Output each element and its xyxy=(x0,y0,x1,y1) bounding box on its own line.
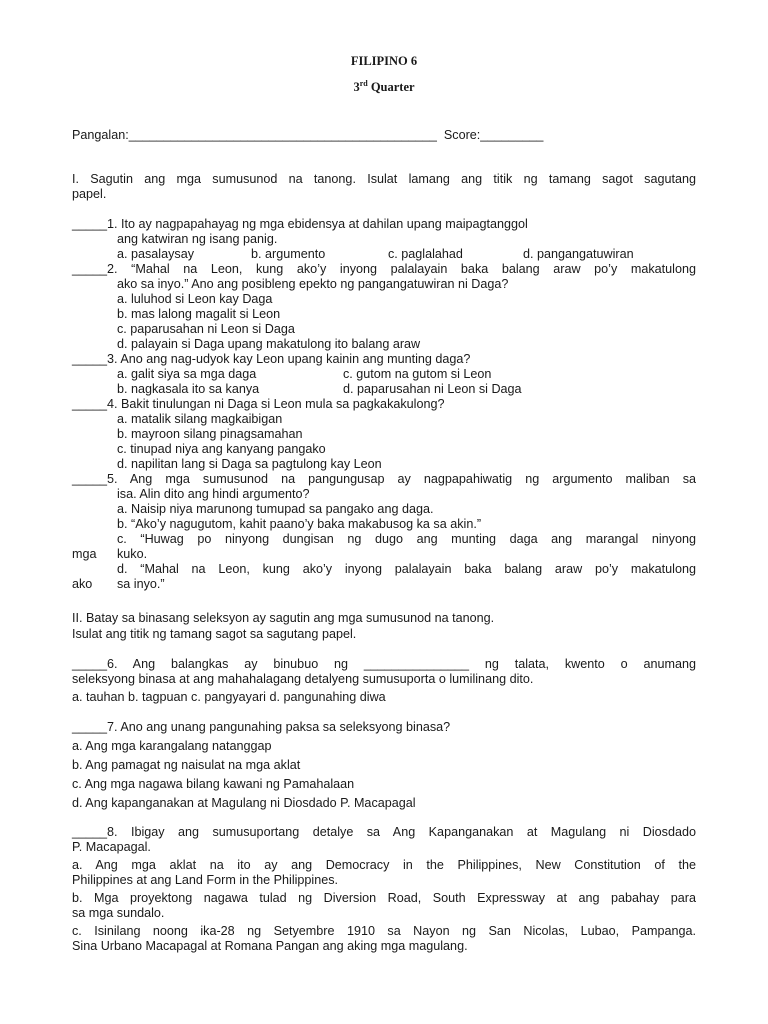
option: d. “Mahal na Leon, kung ako’y inyong palalayain baka balang araw po’y makatulong xyxy=(117,562,696,576)
option: c. Ang mga nagawa bilang kawani ng Pamahalaan xyxy=(72,777,355,791)
question-7: _____7. Ano ang unang pangunahing paksa sa seleksyong binasa? xyxy=(72,720,451,734)
question-6-options: a. tauhan b. tagpuan c. pangyayari d. pangunahing diwa xyxy=(72,690,386,704)
question-5-cont: isa. Alin dito ang hindi argumento? xyxy=(117,487,310,501)
part1-questions xyxy=(72,217,696,592)
part1-instruction xyxy=(72,172,696,202)
option: c. paglalahad xyxy=(388,247,463,261)
option: a. Ang mga karangalang natanggap xyxy=(72,739,272,753)
question-1: _____1. Ito ay nagpapahayag ng mga ebidensya at dahilan upang maipagtanggol xyxy=(72,217,528,231)
question-8: _____8. Ibigay ang sumusuportang detalye sa Ang Kapanganakan at Magulang ni Diosdado xyxy=(72,825,696,839)
question-6: _____6. Ang balangkas ay binubuo ng _______________ ng talata, kwento o anumang xyxy=(72,657,696,671)
quarter-ordinal: rd xyxy=(359,79,368,88)
option-lead-word: ako xyxy=(72,577,93,591)
question-8-cont: P. Macapagal. xyxy=(72,840,151,854)
quarter-number: 3 xyxy=(353,80,360,94)
option: c. Isinilang noong ika-28 ng Setyembre 1910 sa Nayon ng San Nicolas, Lubao, Pampanga. xyxy=(72,924,696,938)
worksheet-title: FILIPINO 6 xyxy=(350,54,418,68)
option-tail: kuko. xyxy=(117,547,148,561)
option: a. galit siya sa mga daga xyxy=(117,367,257,381)
option: a. luluhod si Leon kay Daga xyxy=(117,292,273,306)
option: a. pasalaysay xyxy=(117,247,195,261)
option: b. nagkasala ito sa kanya xyxy=(117,382,260,396)
question-2-cont: ako sa inyo.” Ano ang posibleng epekto ng pangangatuwiran ni Daga? xyxy=(117,277,509,291)
question-6-block xyxy=(72,657,696,705)
option: d. palayain si Daga upang makatulong ito balang araw xyxy=(117,337,421,351)
option: b. Ang pamagat ng naisulat na mga aklat xyxy=(72,758,301,772)
option-cont xyxy=(72,547,696,562)
instruction-line: II. Batay sa binasang seleksyon ay sagutin ang mga sumusunod na tanong. xyxy=(72,611,495,625)
option-cont: Philippines at ang Land Form in the Philippines. xyxy=(72,873,339,887)
option: c. tinupad niya ang kanyang pangako xyxy=(117,442,326,456)
option: c. paparusahan ni Leon si Daga xyxy=(117,322,295,336)
option-cont: sa mga sundalo. xyxy=(72,906,165,920)
question-3: _____3. Ano ang nag-udyok kay Leon upang kainin ang munting daga? xyxy=(72,352,471,366)
part2-instruction xyxy=(72,611,696,642)
question-6-cont: seleksyong binasa at ang mahahalagang detalyeng sumusuporta o lumilinang dito. xyxy=(72,672,534,686)
option: d. paparusahan ni Leon si Daga xyxy=(343,382,522,396)
question-7-block xyxy=(72,720,696,811)
option: b. Mga proyektong nagawa tulad ng Diversion Road, South Expressway at ang pabahay para xyxy=(72,891,696,905)
question-3-options-row2 xyxy=(72,382,696,397)
question-8-block xyxy=(72,825,696,954)
option: d. pangangatuwiran xyxy=(523,247,634,261)
quarter-word: Quarter xyxy=(367,80,415,94)
instruction-line: papel. xyxy=(72,187,107,201)
option-tail: sa inyo.” xyxy=(117,577,165,591)
option: b. mayroon silang pinagsamahan xyxy=(117,427,303,441)
option: b. mas lalong magalit si Leon xyxy=(117,307,281,321)
option: a. Naisip niya marunong tumupad sa pangako ang daga. xyxy=(117,502,434,516)
option-cont: Sina Urbano Macapagal at Romana Pangan ang aking mga magulang. xyxy=(72,939,468,953)
option: a. matalik silang magkaibigan xyxy=(117,412,283,426)
question-3-options-row1 xyxy=(72,367,696,382)
option: d. Ang kapanganakan at Magulang ni Diosdado P. Macapagal xyxy=(72,796,416,810)
question-1-options xyxy=(72,247,696,262)
option: b. argumento xyxy=(251,247,326,261)
option-lead-word: mga xyxy=(72,547,97,561)
quarter-label xyxy=(72,80,696,95)
question-2: _____2. “Mahal na Leon, kung ako’y inyong palalayain baka balang araw po’y makatulong xyxy=(72,262,696,276)
question-1-cont: ang katwiran ng isang panig. xyxy=(117,232,278,246)
question-5: _____5. Ang mga sumusunod na pangungusap ay nagpapahiwatig ng argumento maliban sa xyxy=(72,472,696,486)
option: c. gutom na gutom si Leon xyxy=(343,367,492,381)
option: c. “Huwag po ninyong dungisan ng dugo ang munting daga ang marangal ninyong xyxy=(117,532,696,546)
option: d. napilitan lang si Daga sa pagtulong kay Leon xyxy=(117,457,382,471)
instruction-line: I. Sagutin ang mga sumusunod na tanong. Isulat lamang ang titik ng tamang sagot sagutang xyxy=(72,172,696,186)
question-4: _____4. Bakit tinulungan ni Daga si Leon mula sa pagkakakulong? xyxy=(72,397,445,411)
instruction-line: Isulat ang titik ng tamang sagot sa sagutang papel. xyxy=(72,627,357,641)
name-score-line: Pangalan:____________________________________________ Score:_________ xyxy=(72,128,544,142)
option: b. “Ako’y nagugutom, kahit paano’y baka makabusog ka sa akin.” xyxy=(117,517,482,531)
option: a. Ang mga aklat na ito ay ang Democracy in the Philippines, New Constitution of the xyxy=(72,858,696,872)
option-cont xyxy=(72,577,696,592)
